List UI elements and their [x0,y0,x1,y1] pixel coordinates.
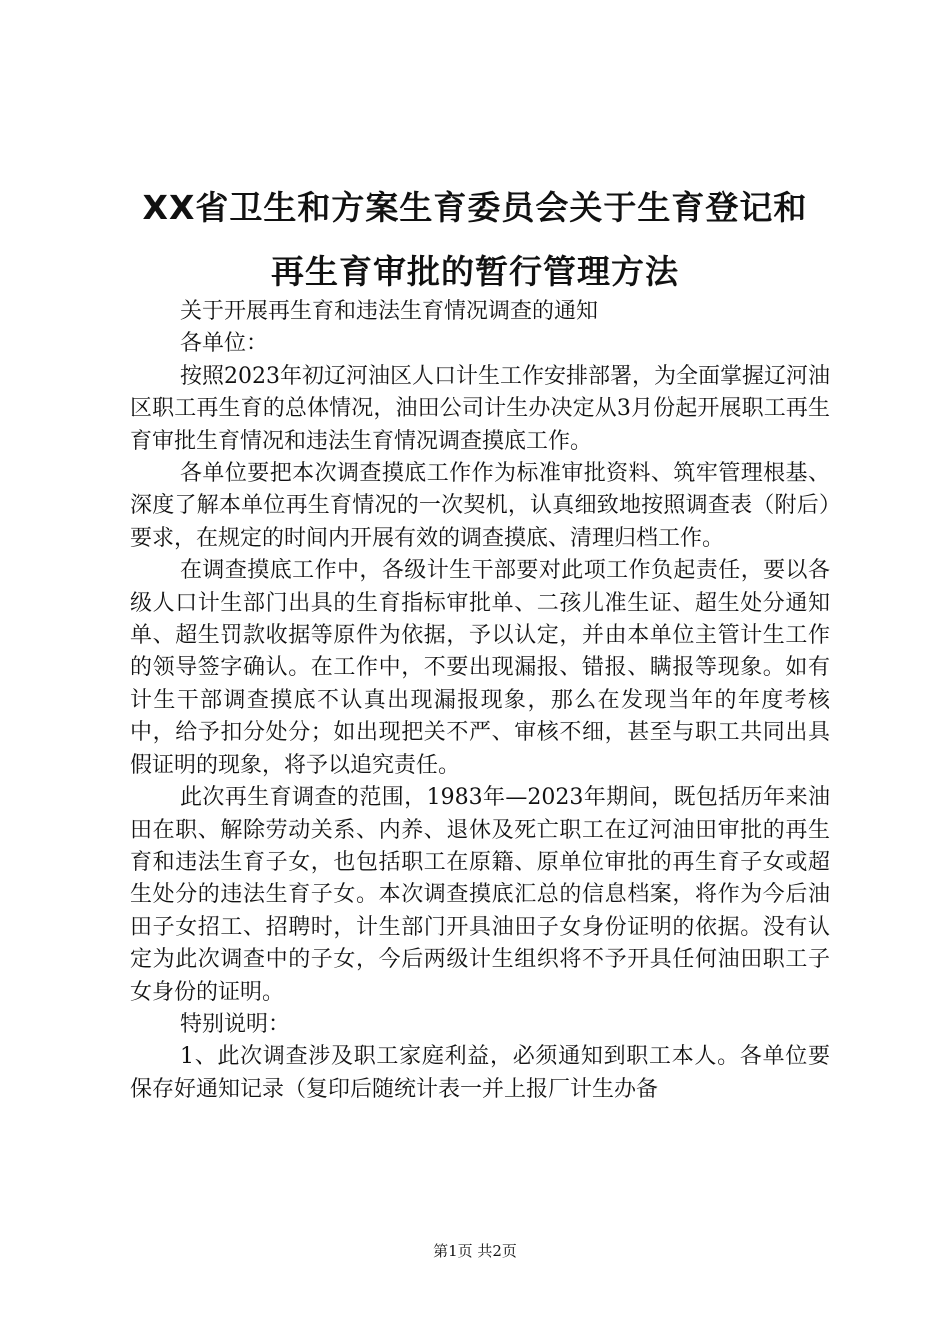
paragraph-notice-title: 关于开展再生育和违法生育情况调查的通知 [180,299,599,324]
paragraph-1: 按照2023年初辽河油区人口计生工作安排部署，为全面掌握辽河油区职工再生育的总体情况，油田公司计生办决定从3月份起开展职工再生育审批生育情况和违法生育情况调查摸底工作。 [130,363,830,454]
page-footer: 第1页 共2页 [433,1242,517,1260]
document-title-line-2: 再生育审批的暂行管理方法 [271,252,679,291]
paragraph-2: 各单位要把本次调查摸底工作作为标准审批资料、筑牢管理根基、深度了解本单位再生育情况的一次契机，认真细致地按照调查表（附后）要求，在规定的时间内开展有效的调查摸底、清理归档工作。 [130,461,830,551]
paragraph-4: 此次再生育调查的范围，1983年—2023年期间，既包括历年来油田在职、解除劳动关系、内养、退休及死亡职工在辽河油田审批的再生育和违法生育子女，也包括职工在原籍、原单位审批的再生育子女或超生处分的违法生育子女。本次调查摸底汇总的信息档案，将作为今后油田子女招工、招聘时，计生部门开具油田子女身份证明的依据。没有认定为此次调查中的子女，今后两级计生组织将不予开具任何油田职工子女身份的证明。 [130,785,830,1005]
document-body [130,296,830,1106]
paragraph-salutation: 各单位： [180,331,269,357]
document-title-line-1: XX省卫生和方案生育委员会关于生育登记和 [142,188,808,227]
paragraph-special-note-1: 1、此次调查涉及职工家庭利益，必须通知到职工本人。各单位要保存好通知记录（复印后随统计表一并上报厂计生办备 [130,1044,830,1102]
paragraph-special-note-heading: 特别说明： [180,1011,291,1037]
paragraph-3: 在调查摸底工作中，各级计生干部要对此项工作负起责任，要以各级人口计生部门出具的生育指标审批单、二孩儿准生证、超生处分通知单、超生罚款收据等原件为依据，予以认定，并由本单位主管计生工作的领导签字确认。在工作中，不要出现漏报、错报、瞒报等现象。如有计生干部调查摸底不认真出现漏报现象，那么在发现当年的年度考核中，给予扣分处分；如出现把关不严、审核不细，甚至与职工共同出具假证明的现象，将予以追究责任。 [130,558,830,778]
